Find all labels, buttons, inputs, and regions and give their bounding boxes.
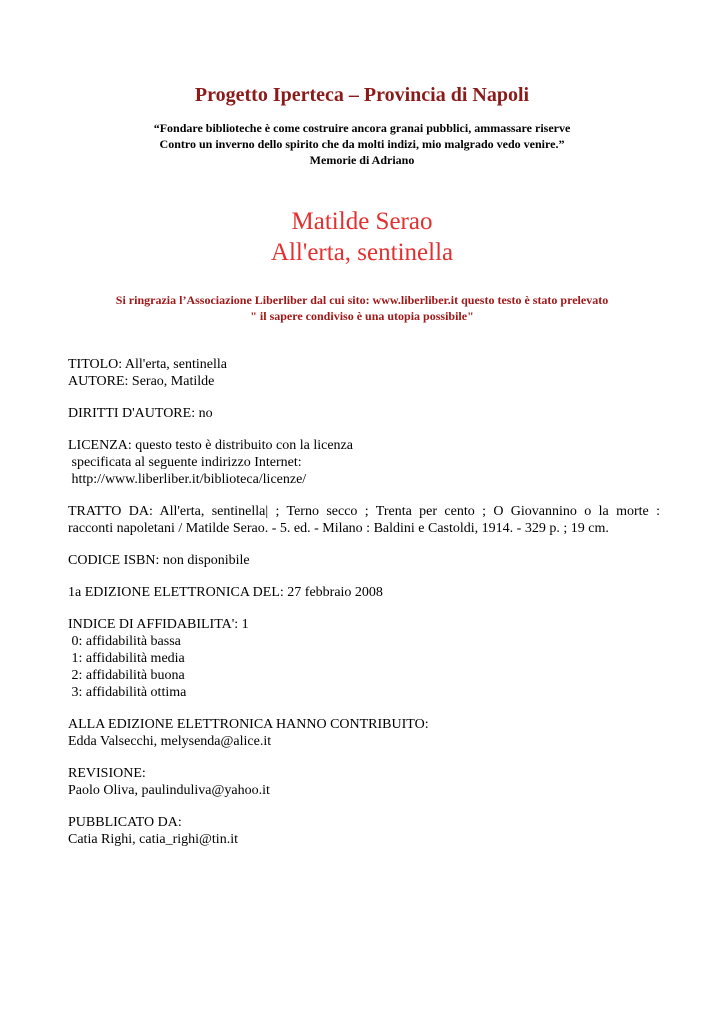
meta-licenza: specificata al seguente indirizzo Internet: xyxy=(68,455,302,470)
reliability-item: 2: affidabilità buona xyxy=(68,668,185,683)
rights-block xyxy=(68,405,660,422)
meta-contributi: ALLA EDIZIONE ELETTRONICA HANNO CONTRIBUITO: xyxy=(68,717,429,732)
publisher-block xyxy=(68,814,660,848)
title-author-block xyxy=(68,356,660,390)
book-author: Matilde Serao xyxy=(291,208,433,235)
revision-block xyxy=(68,765,660,799)
reliability-item: 3: affidabilità ottima xyxy=(68,685,187,700)
meta-revisione: REVISIONE: xyxy=(68,766,146,781)
metadata-section xyxy=(68,356,660,863)
epigraph-quote xyxy=(0,120,724,168)
acknowledgement-motto: " il sapere condiviso è una utopia possibile" xyxy=(250,309,474,323)
quote-line: “Fondare biblioteche è come costruire ancora granai pubblici, ammassare riserve xyxy=(153,121,571,135)
isbn-block xyxy=(68,552,660,569)
book-heading xyxy=(0,206,724,268)
edition-block xyxy=(68,584,660,601)
meta-titolo: TITOLO: All'erta, sentinella xyxy=(68,357,227,372)
reliability-item: 0: affidabilità bassa xyxy=(68,634,181,649)
quote-line: Contro un inverno dello spirito che da molti indizi, mio malgrado vedo venire.” xyxy=(159,137,565,151)
meta-tratto-da: TRATTO DA: All'erta, sentinella| ; Terno secco ; Trenta per cento ; O Giovannino o la morte : xyxy=(68,504,660,519)
project-title: Progetto Iperteca – Provincia di Napoli xyxy=(194,84,530,106)
meta-pubblicato: PUBBLICATO DA: xyxy=(68,815,182,830)
meta-affidabilita: INDICE DI AFFIDABILITA': 1 xyxy=(68,617,249,632)
meta-isbn: CODICE ISBN: non disponibile xyxy=(68,553,250,568)
book-title: All'erta, sentinella xyxy=(270,239,454,266)
reliability-block xyxy=(68,616,660,701)
reviewer: Paolo Oliva, paulinduliva@yahoo.it xyxy=(68,783,270,798)
meta-autore: AUTORE: Serao, Matilde xyxy=(68,374,215,389)
reliability-item: 1: affidabilità media xyxy=(68,651,185,666)
meta-edizione: 1a EDIZIONE ELETTRONICA DEL: 27 febbraio 2008 xyxy=(68,585,383,600)
quote-source: Memorie di Adriano xyxy=(309,153,415,167)
acknowledgement xyxy=(0,292,724,324)
license-block xyxy=(68,437,660,488)
meta-tratto-da: racconti napoletani / Matilde Serao. - 5. ed. - Milano : Baldini e Castoldi, 1914. - 329 p. ; 19 cm. xyxy=(68,521,609,536)
meta-diritti: DIRITTI D'AUTORE: no xyxy=(68,406,213,421)
contributors-block xyxy=(68,716,660,750)
contributor: Edda Valsecchi, melysenda@alice.it xyxy=(68,734,272,749)
acknowledgement-line: Si ringrazia l’Associazione Liberliber dal cui sito: www.liberliber.it questo testo è stato prelevato xyxy=(115,293,609,307)
license-url: http://www.liberliber.it/biblioteca/licenze/ xyxy=(68,472,307,487)
publisher: Catia Righi, catia_righi@tin.it xyxy=(68,832,238,847)
source-block xyxy=(68,503,660,537)
meta-licenza: LICENZA: questo testo è distribuito con la licenza xyxy=(68,438,353,453)
